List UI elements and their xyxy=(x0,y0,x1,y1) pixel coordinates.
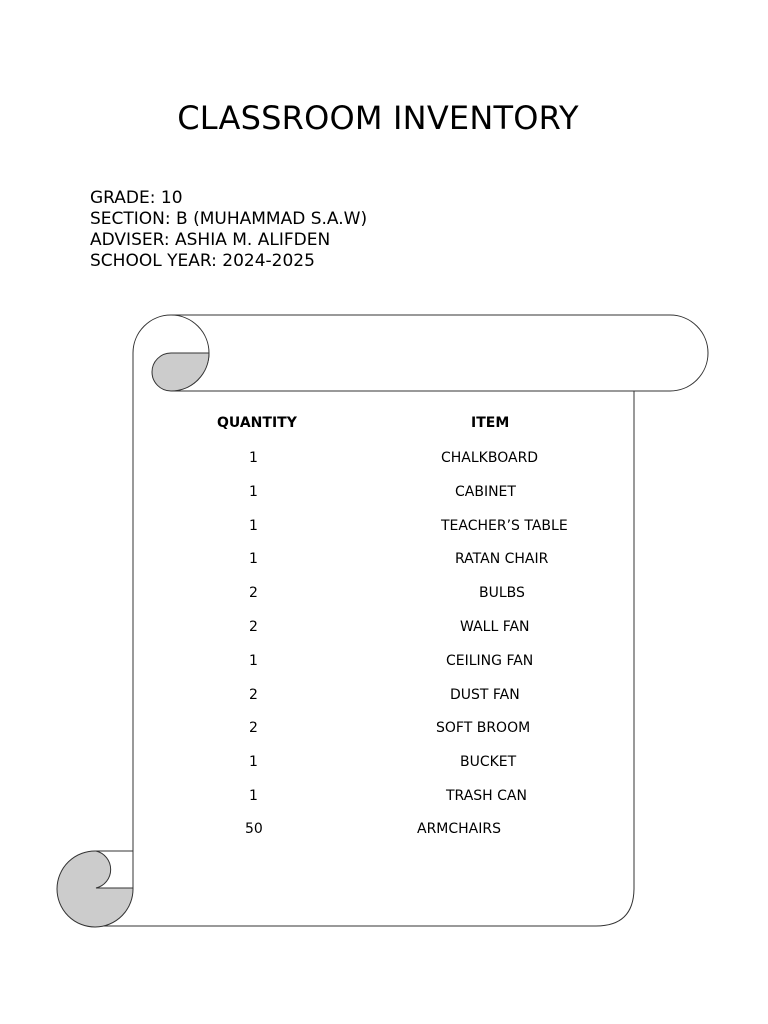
quantity-cell: 1 xyxy=(249,551,258,567)
item-cell: ARMCHAIRS xyxy=(417,821,502,837)
quantity-cell: 1 xyxy=(249,754,258,770)
quantity-cell: 1 xyxy=(249,653,258,669)
scroll-top-roll xyxy=(171,315,708,391)
scroll-top-curl-fill xyxy=(152,353,209,391)
item-cell: DUST FAN xyxy=(450,687,520,703)
item-cell: BUCKET xyxy=(460,754,517,770)
item-cell: SOFT BROOM xyxy=(436,720,531,736)
item-cell: CABINET xyxy=(455,484,516,500)
page-title: CLASSROOM INVENTORY xyxy=(177,99,579,137)
quantity-cell: 1 xyxy=(249,484,258,500)
item-header: ITEM xyxy=(471,415,510,431)
quantity-cell: 1 xyxy=(249,450,258,466)
quantity-cell: 1 xyxy=(249,788,258,804)
quantity-cell: 2 xyxy=(249,720,258,736)
scroll-bottom-curl-fill xyxy=(57,851,133,927)
adviser-line: ADVISER: ASHIA M. ALIFDEN xyxy=(90,230,331,250)
item-cell: TEACHER’S TABLE xyxy=(441,518,568,534)
scroll-body-outline xyxy=(96,391,634,926)
quantity-cell: 2 xyxy=(249,619,258,635)
grade-line: GRADE: 10 xyxy=(90,188,183,208)
school-year-line: SCHOOL YEAR: 2024-2025 xyxy=(90,251,315,271)
quantity-cell: 1 xyxy=(249,518,258,534)
class-info xyxy=(90,188,367,272)
quantity-cell: 2 xyxy=(249,687,258,703)
item-cell: CHALKBOARD xyxy=(441,450,539,466)
item-cell: TRASH CAN xyxy=(446,788,527,804)
item-cell: BULBS xyxy=(479,585,525,601)
item-cell: CEILING FAN xyxy=(446,653,534,669)
quantity-cell: 2 xyxy=(249,585,258,601)
quantity-header: QUANTITY xyxy=(217,415,297,431)
section-line: SECTION: B (MUHAMMAD S.A.W) xyxy=(90,209,368,229)
quantity-cell: 50 xyxy=(245,821,263,837)
item-cell: WALL FAN xyxy=(460,619,530,635)
item-cell: RATAN CHAIR xyxy=(455,551,549,567)
